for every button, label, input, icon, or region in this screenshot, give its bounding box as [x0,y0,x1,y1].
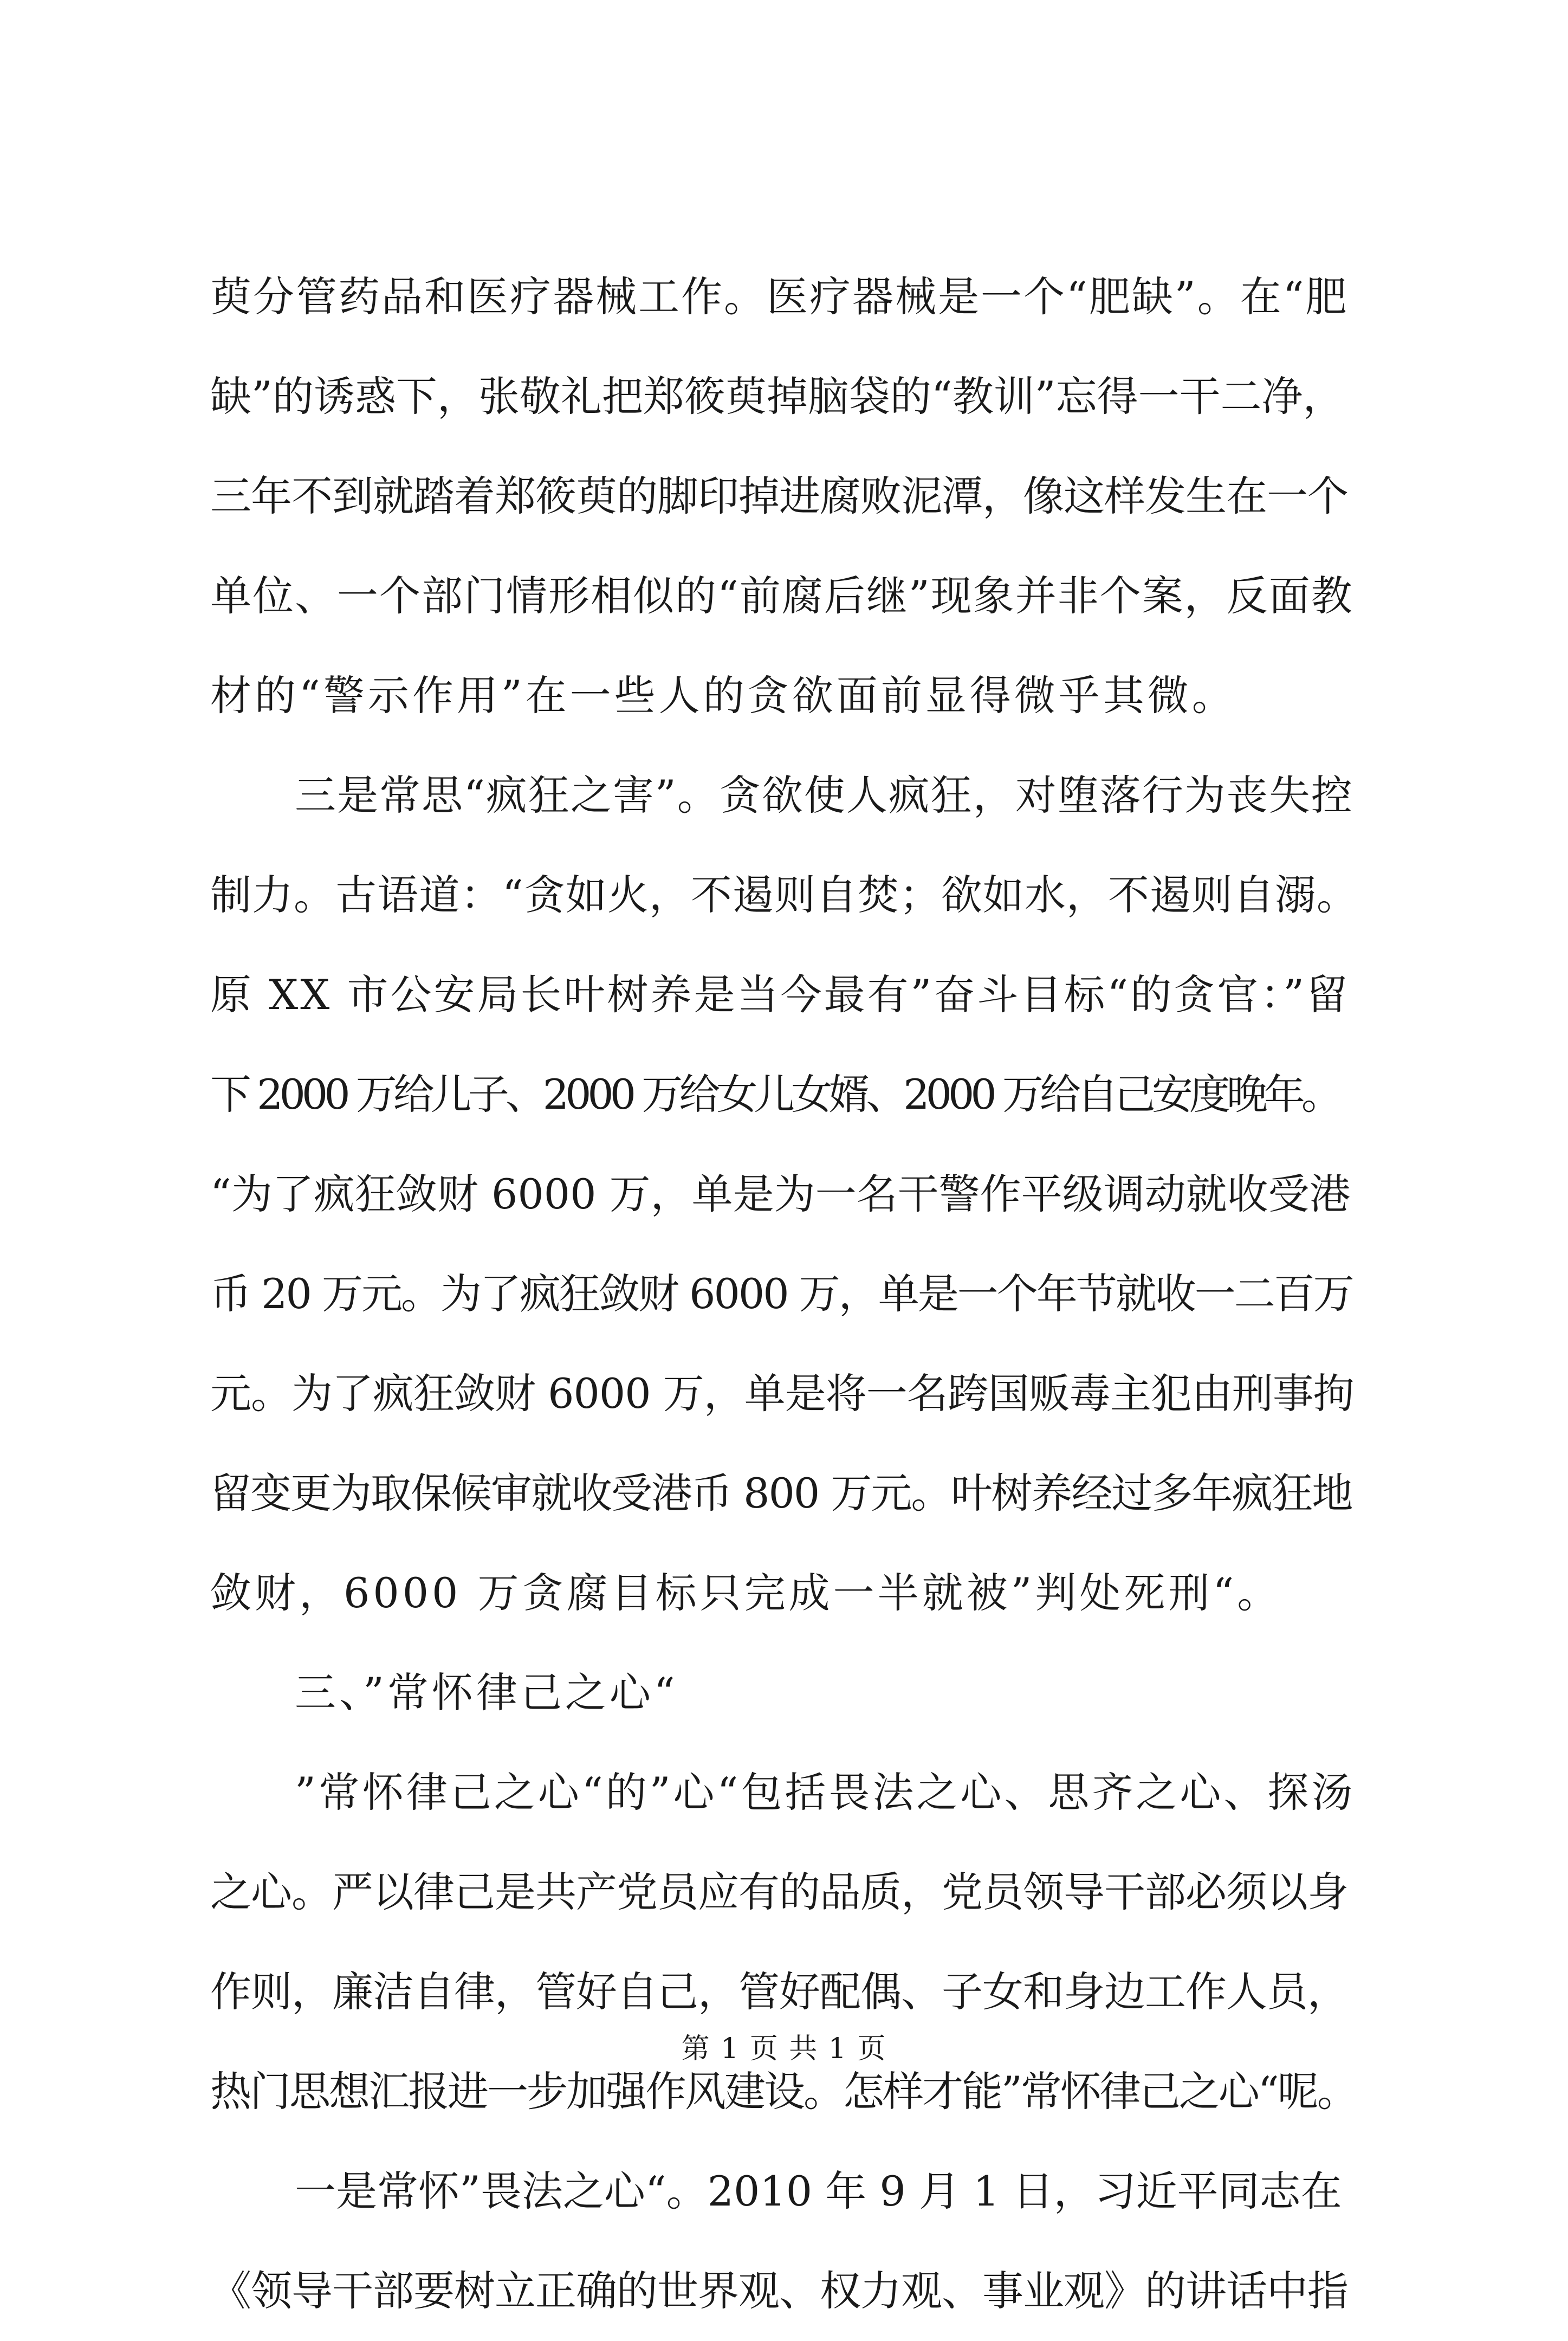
text-line: 单位、一个部门情形相似的“前腐后继”现象并非个案，反面教 [210,572,1353,620]
text-line: 作则，廉洁自律，管好自己，管好配偶、子女和身边工作人员， [210,1968,1348,2016]
text-line: 缺”的诱惑下，张敬礼把郑筱萸掉脑袋的“教训”忘得一干二净， [210,372,1344,421]
text-line: 原 XX 市公安局长叶树养是当今最有”奋斗目标“的贪官：”留 [210,971,1350,1019]
text-line: 下 2000 万给儿子、2000 万给女儿女婿、2000 万给自己安度晚年。 [210,1070,1339,1118]
text-line: 留变更为取保候审就收受港币 800 万元。叶树养经过多年疯狂地 [210,1469,1352,1517]
text-line: 热门思想汇报进一步加强作风建设。怎样才能”常怀律己之心“呢。 [210,2067,1357,2116]
text-line: 币 20 万元。为了疯狂敛财 6000 万，单是一个年节就收一二百万 [210,1270,1353,1318]
text-line: 萸分管药品和医疗器械工作。医疗器械是一个“肥缺”。在“肥 [210,273,1349,321]
text-line: 之心。严以律己是共产党员应有的品质，党员领导干部必须以身 [210,1868,1348,1916]
page-footer: 第 1 页 共 1 页 [681,2033,887,2065]
text-line: 敛财，6000 万贪腐目标只完成一半就被”判处死刑“。 [210,1569,1282,1617]
paragraph-first-line: 三、”常怀律己之心“ [295,1669,678,1717]
text-line: 《领导干部要树立正确的世界观、权力观、事业观》的讲话中指 [210,2267,1348,2315]
text-line: 材的“警示作用”在一些人的贪欲面前显得微乎其微。 [210,671,1236,720]
text-line: “为了疯狂敛财 6000 万，单是为一名干警作平级调动就收受港 [210,1170,1351,1218]
paragraph-first-line: ”常怀律己之心“的”心“包括畏法之心、思齐之心、探汤 [295,1768,1356,1816]
text-line: 元。为了疯狂敛财 6000 万，单是将一名跨国贩毒主犯由刑事拘 [210,1369,1354,1418]
text-line: 制力。古语道：“贪如火，不遏则自焚；欲如水，不遏则自溺。 [210,871,1358,919]
text-line: 三年不到就踏着郑筱萸的脚印掉进腐败泥潭，像这样发生在一个 [210,472,1348,520]
paragraph-first-line: 一是常怀”畏法之心“。2010 年 9 月 1 日，习近平同志在 [295,2167,1342,2215]
paragraph-first-line: 三是常思“疯狂之害”。贪欲使人疯狂，对堕落行为丧失控 [295,771,1353,819]
